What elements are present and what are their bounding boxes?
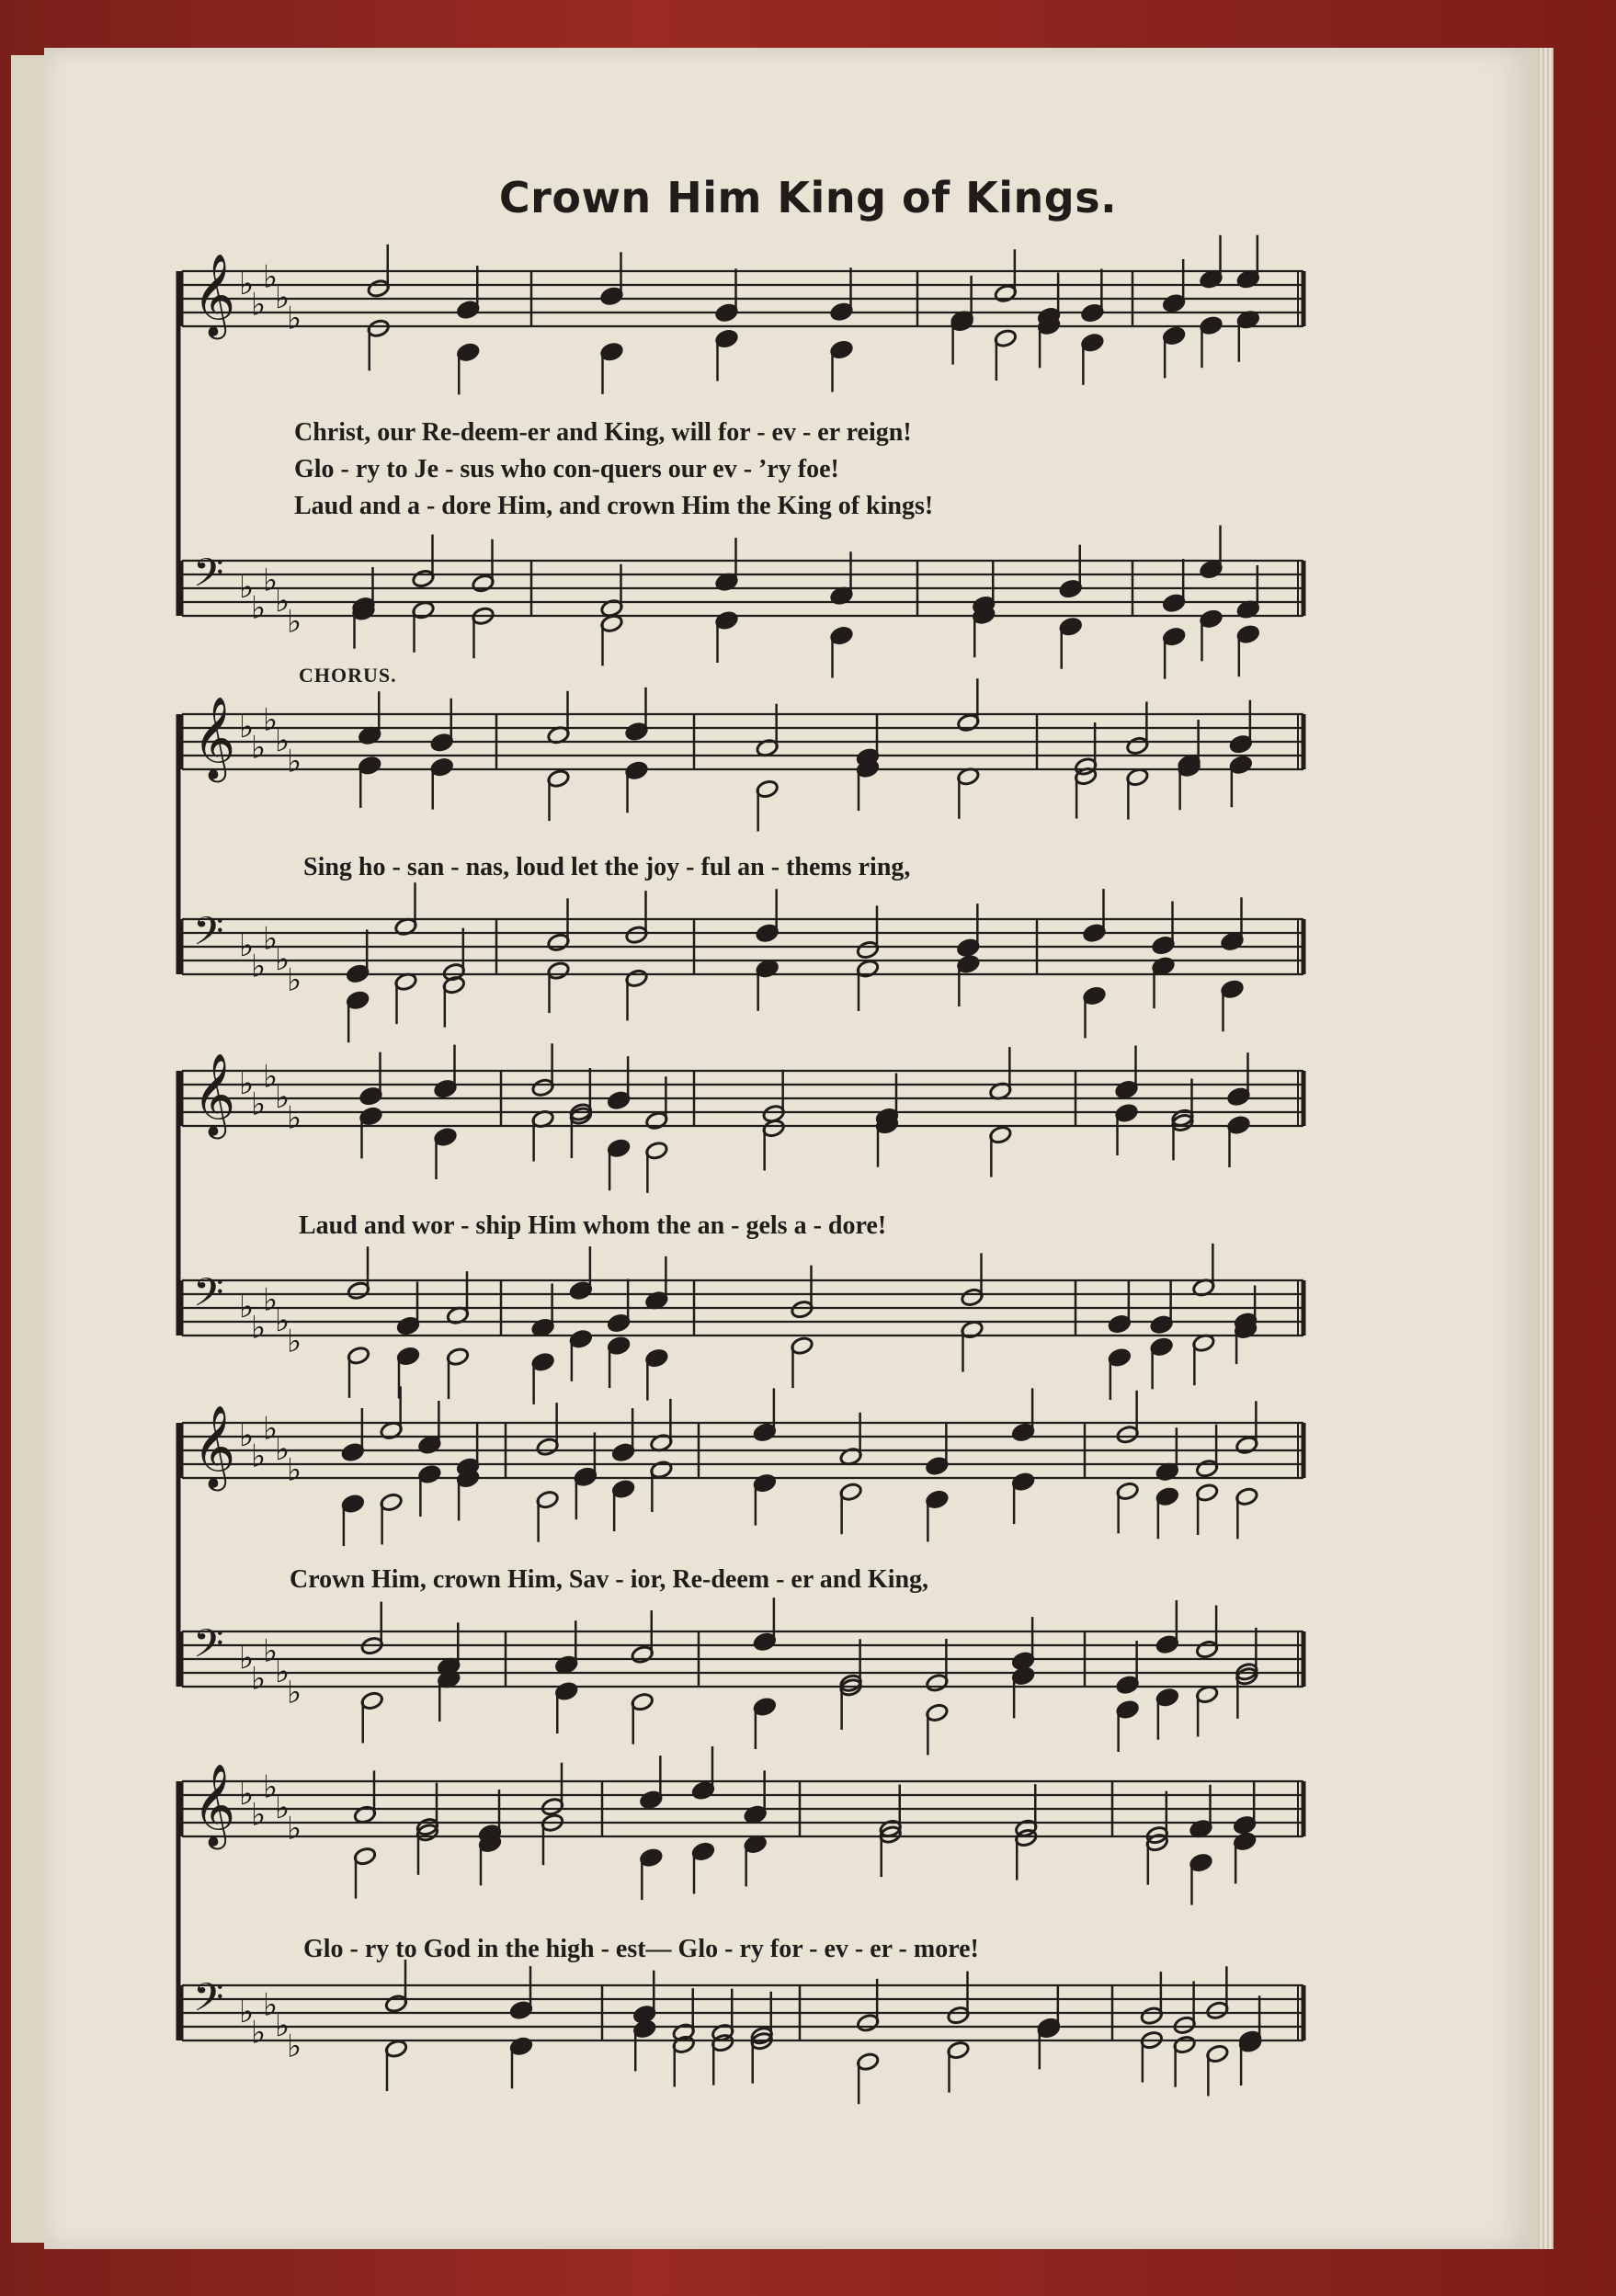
flat-icon: ♭ [287,1810,302,1847]
flat-icon: ♭ [287,2028,302,2065]
flat-icon: ♭ [239,709,255,745]
flat-icon: ♭ [275,1654,290,1690]
flat-icon: ♭ [275,941,290,978]
flat-icon: ♭ [275,583,290,619]
flat-icon: ♭ [251,1309,267,1347]
verse-3-lyric: Laud and a - dore Him, and crown Him the King of kings! [294,492,934,520]
treble-clef-icon: 𝄞 [193,1764,236,1847]
flat-icon: ♭ [287,743,302,780]
flat-icon: ♭ [263,1986,279,2024]
flat-icon: ♭ [263,1281,279,1319]
flat-icon: ♭ [287,603,302,641]
verse-1-lyric: Christ, our Re-deem-er and King, will for - ev - er reign! [294,418,912,447]
flat-icon: ♭ [251,589,267,627]
flat-icon: ♭ [239,1994,255,2030]
treble-clef-icon: 𝄞 [193,697,236,779]
verse-2-lyric: Glo - ry to Je - sus who con-quers our ev - ’ry foe! [294,455,839,483]
bass-clef-icon: 𝄢 [193,551,224,606]
flat-icon: ♭ [275,2007,290,2044]
chorus-lyric-1: Sing ho - san - nas, loud let the joy - ful an - thems ring, [303,853,911,881]
flat-icon: ♭ [251,1796,267,1834]
flat-icon: ♭ [251,286,267,324]
flat-icon: ♭ [251,948,267,985]
flat-icon: ♭ [239,1776,255,1813]
bass-clef-icon: 𝄢 [193,1975,224,2030]
treble-clef-icon: 𝄞 [193,1053,236,1136]
flat-icon: ♭ [251,1660,267,1698]
flat-icon: ♭ [275,279,290,316]
flat-icon: ♭ [287,1674,302,1711]
bass-clef-icon: 𝄢 [193,1270,224,1325]
flat-icon: ♭ [263,1410,279,1448]
flat-icon: ♭ [251,729,267,767]
treble-clef-icon: 𝄞 [193,254,236,336]
flat-icon: ♭ [263,562,279,599]
hymn-title: Crown Him King of Kings. [498,173,1118,222]
flat-icon: ♭ [239,569,255,606]
bass-clef-icon: 𝄢 [193,909,224,964]
flat-icon: ♭ [287,1099,302,1137]
bass-clef-icon: 𝄢 [193,1621,224,1677]
flat-icon: ♭ [275,1431,290,1468]
chorus-lyric-2: Laud and wor - ship Him whom the an - gels a - dore! [299,1211,887,1240]
flat-icon: ♭ [263,1768,279,1806]
chorus-lyric-3: Crown Him, crown Him, Sav - ior, Re-deem - er and King, [290,1565,929,1594]
chorus-lyric-4: Glo - ry to God in the high - est— Glo - ry for - ev - er - more! [303,1935,979,1963]
flat-icon: ♭ [287,1451,302,1489]
flat-icon: ♭ [239,1640,255,1677]
flat-icon: ♭ [275,1302,290,1339]
flat-icon: ♭ [287,961,302,999]
flat-icon: ♭ [287,1323,302,1360]
flat-icon: ♭ [239,1289,255,1325]
flat-icon: ♭ [239,1065,255,1102]
treble-clef-icon: 𝄞 [193,1405,236,1488]
flat-icon: ♭ [239,266,255,302]
flat-icon: ♭ [263,701,279,739]
flat-icon: ♭ [239,1417,255,1454]
flat-icon: ♭ [251,1438,267,1475]
flat-icon: ♭ [275,1079,290,1116]
flat-icon: ♭ [287,300,302,337]
flat-icon: ♭ [275,1790,290,1826]
flat-icon: ♭ [251,1085,267,1123]
flat-icon: ♭ [263,258,279,296]
flat-icon: ♭ [263,1058,279,1096]
chorus-label: CHORUS. [299,664,397,687]
flat-icon: ♭ [251,2014,267,2052]
flat-icon: ♭ [263,1632,279,1670]
flat-icon: ♭ [275,722,290,759]
flat-icon: ♭ [263,920,279,958]
flat-icon: ♭ [239,927,255,964]
